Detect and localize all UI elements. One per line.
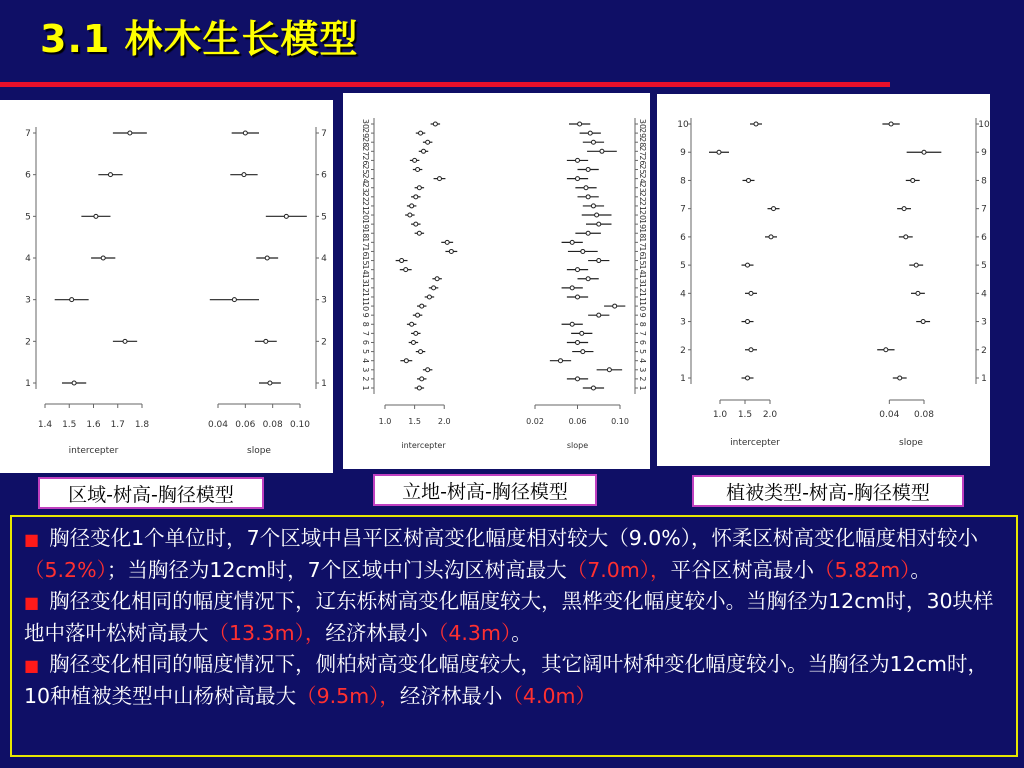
x-tick-label-slope: 0.08	[262, 420, 283, 430]
chart-panel-site	[343, 93, 650, 469]
summary-text-segment: 。	[511, 621, 532, 645]
slope-point	[264, 339, 268, 343]
y-tick-label-left: 24	[361, 173, 370, 184]
intercept-point	[72, 381, 76, 385]
y-tick-label-right: 2	[321, 337, 327, 348]
intercept-point	[754, 122, 758, 126]
x-tick-label-intercept: 1.7	[110, 420, 125, 430]
y-tick-label-right: 10	[978, 120, 990, 130]
summary-text-segment: （5.2%）	[24, 558, 107, 582]
y-tick-label-left: 9	[680, 148, 686, 159]
y-tick-label-right: 13	[638, 273, 647, 284]
summary-text-segment: （9.5m），	[296, 684, 400, 708]
intercept-point	[123, 339, 127, 343]
slope-point	[265, 256, 269, 260]
y-tick-label-left: 2	[25, 337, 31, 348]
intercept-point	[772, 207, 776, 211]
y-tick-label-right: 4	[638, 358, 647, 364]
y-tick-label-right: 12	[638, 282, 647, 293]
chart-panel-vegetation	[657, 94, 990, 466]
chart-site	[343, 93, 650, 469]
x-tick-label-intercept: 1.5	[62, 420, 77, 430]
slope-point	[586, 195, 590, 199]
intercept-point	[769, 235, 773, 239]
intercept-point	[414, 222, 418, 226]
intercept-point	[717, 150, 721, 154]
x-tick-label-intercept: 1.0	[378, 417, 392, 426]
y-tick-label-right: 1	[321, 379, 327, 389]
y-tick-label-left: 23	[361, 182, 370, 193]
y-tick-label-right: 9	[981, 148, 987, 159]
slope-point	[581, 249, 585, 253]
slope-point	[902, 207, 906, 211]
intercept-point	[419, 350, 423, 354]
y-tick-label-left: 10	[677, 120, 689, 130]
x-axis-label-intercept: intercepter	[401, 441, 446, 450]
square-bullet-icon: ■	[24, 530, 40, 549]
y-tick-label-left: 18	[361, 228, 370, 239]
summary-text-segment: 胸径变化1个单位时，7个区域中昌平区树高变化幅度相对较大（9.0%），怀柔区树高变化幅度相对较小	[49, 526, 979, 550]
square-bullet-icon: ■	[24, 656, 40, 675]
y-tick-label-right: 8	[638, 321, 647, 327]
summary-text-segment: （5.82m）	[814, 558, 911, 582]
intercept-point	[746, 263, 750, 267]
y-tick-label-right: 29	[638, 128, 647, 139]
y-tick-label-left: 29	[361, 128, 370, 139]
y-tick-label-right: 6	[981, 232, 987, 243]
x-tick-label-slope: 0.10	[289, 420, 311, 430]
x-tick-label-intercept: 1.6	[86, 420, 101, 430]
y-tick-label-left: 2	[680, 345, 686, 356]
y-tick-label-right: 30	[638, 118, 647, 130]
y-tick-label-left: 5	[25, 212, 31, 223]
y-tick-label-left: 12	[361, 282, 370, 293]
y-tick-label-right: 10	[638, 300, 647, 312]
x-tick-label-slope: 0.08	[913, 410, 935, 420]
summary-paragraph-1	[24, 523, 1006, 586]
slope-point	[586, 277, 590, 281]
summary-text-segment: ；当胸径为12cm时，7个区域中门头沟区树高最大	[106, 558, 567, 582]
y-tick-label-right: 17	[638, 237, 647, 248]
y-tick-label-right: 5	[321, 212, 327, 223]
caption-vegetation: 植被类型-树高-胸径模型	[692, 475, 964, 507]
y-tick-label-left: 30	[361, 118, 370, 130]
y-tick-label-left: 28	[361, 137, 370, 148]
intercept-point	[417, 186, 421, 190]
intercept-point	[410, 204, 414, 208]
slope-point	[884, 348, 888, 352]
y-tick-label-left: 19	[361, 219, 370, 230]
intercept-point	[420, 377, 424, 381]
y-tick-label-left: 8	[361, 321, 370, 327]
intercept-point	[420, 304, 424, 308]
slope-point	[584, 186, 588, 190]
y-tick-label-right: 23	[638, 182, 647, 193]
y-tick-label-left: 7	[25, 129, 31, 139]
caption-region: 区域-树高-胸径模型	[38, 477, 264, 509]
summary-textbox	[10, 515, 1018, 757]
x-tick-label-intercept: 1.5	[408, 417, 421, 426]
intercept-point	[746, 320, 750, 324]
x-axis-label-intercept: intercepter	[68, 446, 119, 456]
caption-site: 立地-树高-胸径模型	[373, 474, 597, 506]
slope-point	[613, 304, 617, 308]
y-tick-label-right: 9	[638, 312, 647, 318]
x-axis-label-slope: slope	[899, 438, 923, 448]
y-tick-label-left: 7	[361, 330, 370, 336]
x-tick-label-slope: 0.04	[207, 420, 229, 430]
intercept-point	[426, 368, 430, 372]
y-tick-label-left: 6	[361, 339, 370, 346]
slope-point	[597, 313, 601, 317]
square-bullet-icon: ■	[24, 593, 40, 612]
x-tick-label-slope: 0.04	[879, 410, 900, 420]
y-tick-label-right: 28	[638, 137, 647, 148]
x-tick-label-intercept: 2.0	[437, 417, 451, 426]
intercept-point	[404, 268, 408, 272]
slope-point	[570, 286, 574, 290]
y-tick-label-right: 4	[981, 289, 987, 300]
slope-point	[607, 368, 611, 372]
intercept-point	[427, 295, 431, 299]
y-tick-label-left: 26	[361, 155, 370, 166]
y-tick-label-right: 6	[321, 170, 327, 181]
y-tick-label-left: 2	[361, 376, 370, 382]
intercept-point	[747, 178, 751, 182]
slope-point	[581, 350, 585, 354]
slope-point	[591, 204, 595, 208]
y-tick-label-left: 5	[680, 261, 686, 272]
y-tick-label-right: 15	[638, 255, 647, 266]
y-tick-label-left: 6	[680, 232, 686, 243]
intercept-point	[417, 231, 421, 235]
y-tick-label-right: 5	[981, 261, 987, 272]
slope-point	[889, 122, 893, 126]
y-tick-label-left: 21	[361, 200, 370, 212]
intercept-point	[746, 376, 750, 380]
y-tick-label-right: 7	[981, 204, 987, 215]
slope-point	[268, 381, 272, 385]
y-tick-label-right: 18	[638, 228, 647, 239]
y-tick-label-right: 27	[638, 146, 647, 157]
y-tick-label-right: 20	[638, 209, 647, 221]
summary-text-segment: 。	[910, 558, 931, 582]
y-tick-label-left: 4	[680, 289, 686, 300]
y-tick-label-left: 3	[25, 295, 31, 306]
slope-point	[284, 214, 288, 218]
summary-text-segment: （4.0m）	[502, 684, 596, 708]
x-tick-label-intercept: 1.5	[737, 410, 753, 420]
y-tick-label-left: 27	[361, 146, 370, 157]
x-tick-label-slope: 0.06	[568, 417, 587, 426]
x-tick-label-slope: 0.10	[611, 417, 629, 426]
y-tick-label-right: 3	[321, 295, 327, 306]
summary-text-segment: 经济林最小	[325, 621, 428, 645]
x-axis-label-slope: slope	[566, 441, 589, 450]
intercept-point	[749, 348, 753, 352]
slope-point	[921, 320, 925, 324]
y-tick-label-left: 3	[680, 317, 686, 328]
intercept-point	[70, 298, 74, 302]
y-tick-label-left: 1	[25, 379, 31, 389]
intercept-point	[435, 277, 439, 281]
intercept-point	[411, 340, 415, 344]
intercept-point	[422, 149, 426, 153]
summary-text-segment: （13.3m），	[208, 621, 326, 645]
title-underline	[0, 82, 890, 87]
intercept-point	[432, 286, 436, 290]
slope-point	[570, 322, 574, 326]
x-axis-label-slope: slope	[247, 446, 271, 456]
chart-region	[0, 100, 333, 473]
chart-panel-region	[0, 100, 333, 473]
y-tick-label-left: 7	[680, 204, 686, 215]
y-tick-label-right: 3	[981, 317, 987, 328]
y-tick-label-right: 22	[638, 191, 647, 202]
slope-point	[597, 259, 601, 263]
intercept-point	[108, 173, 112, 177]
y-tick-label-right: 5	[638, 349, 647, 355]
slope-point	[600, 149, 604, 153]
intercept-point	[414, 331, 418, 335]
y-tick-label-left: 11	[361, 291, 370, 303]
y-tick-label-right: 8	[981, 176, 987, 187]
slope-point	[576, 177, 580, 181]
intercept-point	[419, 131, 423, 135]
summary-text-segment: 胸径变化相同的幅度情况下，侧柏树高变化幅度较大，其它阔叶树种变化幅度较小。当胸径为12cm时，10种植被类型中山杨树高最大	[24, 652, 988, 708]
slope-point	[904, 235, 908, 239]
x-tick-label-intercept: 1.4	[37, 420, 53, 430]
y-tick-label-left: 4	[25, 254, 31, 264]
y-tick-label-left: 15	[361, 255, 370, 266]
slope-point	[576, 268, 580, 272]
y-tick-label-right: 11	[638, 291, 647, 303]
slope-point	[914, 263, 918, 267]
x-tick-label-intercept: 1.8	[134, 420, 150, 430]
slope-point	[578, 122, 582, 126]
intercept-point	[437, 177, 441, 181]
summary-text-segment: （7.0m），	[566, 558, 671, 582]
summary-text-segment: 胸径变化相同的幅度情况下，辽东栎树高变化幅度较大，黑桦变化幅度较小。当胸径为12cm时，30块样地中落叶松树高最大	[24, 589, 994, 645]
y-tick-label-right: 19	[638, 219, 647, 230]
intercept-point	[404, 359, 408, 363]
y-tick-label-right: 4	[321, 254, 327, 264]
slope-point	[586, 168, 590, 172]
x-tick-label-slope: 0.06	[235, 420, 256, 430]
y-tick-label-left: 16	[361, 246, 370, 257]
y-tick-label-left: 25	[361, 164, 370, 175]
x-tick-label-intercept: 2.0	[762, 410, 778, 420]
slope-point	[586, 231, 590, 235]
slope-point	[576, 377, 580, 381]
y-tick-label-left: 9	[361, 312, 370, 318]
slope-point	[576, 295, 580, 299]
x-axis-label-intercept: intercepter	[730, 438, 780, 448]
y-tick-label-right: 6	[638, 339, 647, 346]
y-tick-label-left: 5	[361, 349, 370, 355]
slope-point	[242, 173, 246, 177]
y-tick-label-left: 22	[361, 191, 370, 202]
intercept-point	[408, 213, 412, 217]
y-tick-label-left: 4	[361, 358, 370, 364]
y-tick-label-right: 25	[638, 164, 647, 175]
y-tick-label-right: 2	[981, 345, 987, 356]
y-tick-label-right: 24	[638, 173, 647, 184]
y-tick-label-right: 7	[638, 330, 647, 336]
y-tick-label-right: 26	[638, 155, 647, 166]
slope-point	[576, 158, 580, 162]
slope-point	[898, 376, 902, 380]
summary-text-segment: 经济林最小	[399, 684, 503, 708]
slope-point	[911, 178, 915, 182]
intercept-point	[414, 195, 418, 199]
intercept-point	[128, 131, 132, 135]
intercept-point	[433, 122, 437, 126]
intercept-point	[416, 313, 420, 317]
y-tick-label-left: 3	[361, 367, 370, 373]
x-tick-label-slope: 0.02	[526, 417, 544, 426]
intercept-point	[445, 240, 449, 244]
y-tick-label-left: 8	[680, 176, 686, 187]
summary-paragraph-2	[24, 586, 1006, 649]
y-tick-label-right: 3	[638, 367, 647, 373]
slope-point	[243, 131, 247, 135]
y-tick-label-left: 10	[361, 300, 370, 312]
summary-text-segment: 平谷区树高最小	[670, 558, 815, 582]
slope-point	[232, 298, 236, 302]
slope-point	[588, 131, 592, 135]
intercept-point	[410, 322, 414, 326]
y-tick-label-left: 13	[361, 273, 370, 284]
slope-point	[591, 140, 595, 144]
y-tick-label-right: 21	[638, 200, 647, 212]
chart-vegetation	[657, 94, 990, 466]
slope-point	[916, 291, 920, 295]
summary-paragraph-3	[24, 649, 1006, 712]
x-tick-label-intercept: 1.0	[712, 410, 728, 420]
y-tick-label-right: 16	[638, 246, 647, 257]
intercept-point	[417, 386, 421, 390]
slide-title: 3.1 林木生长模型	[40, 17, 359, 61]
slope-point	[559, 359, 563, 363]
y-tick-label-left: 17	[361, 237, 370, 248]
slope-point	[591, 386, 595, 390]
y-tick-label-right: 14	[638, 264, 647, 275]
intercept-point	[101, 256, 105, 260]
intercept-point	[413, 158, 417, 162]
slope-point	[580, 331, 584, 335]
slope-point	[570, 240, 574, 244]
y-tick-label-left: 20	[361, 209, 370, 221]
y-tick-label-left: 1	[361, 385, 370, 391]
y-tick-label-left: 14	[361, 264, 370, 275]
slope-point	[597, 222, 601, 226]
intercept-point	[426, 140, 430, 144]
y-tick-label-left: 1	[680, 374, 686, 384]
slope-point	[595, 213, 599, 217]
intercept-point	[449, 249, 453, 253]
y-tick-label-right: 7	[321, 129, 327, 139]
intercept-point	[416, 168, 420, 172]
y-tick-label-right: 1	[638, 385, 647, 391]
y-tick-label-left: 6	[25, 170, 31, 181]
slope-point	[576, 340, 580, 344]
intercept-point	[400, 259, 404, 263]
summary-text-segment: （4.3m）	[427, 621, 512, 645]
intercept-point	[94, 214, 98, 218]
intercept-point	[749, 291, 753, 295]
y-tick-label-right: 1	[981, 374, 987, 384]
slope-point	[922, 150, 926, 154]
y-tick-label-right: 2	[638, 376, 647, 382]
